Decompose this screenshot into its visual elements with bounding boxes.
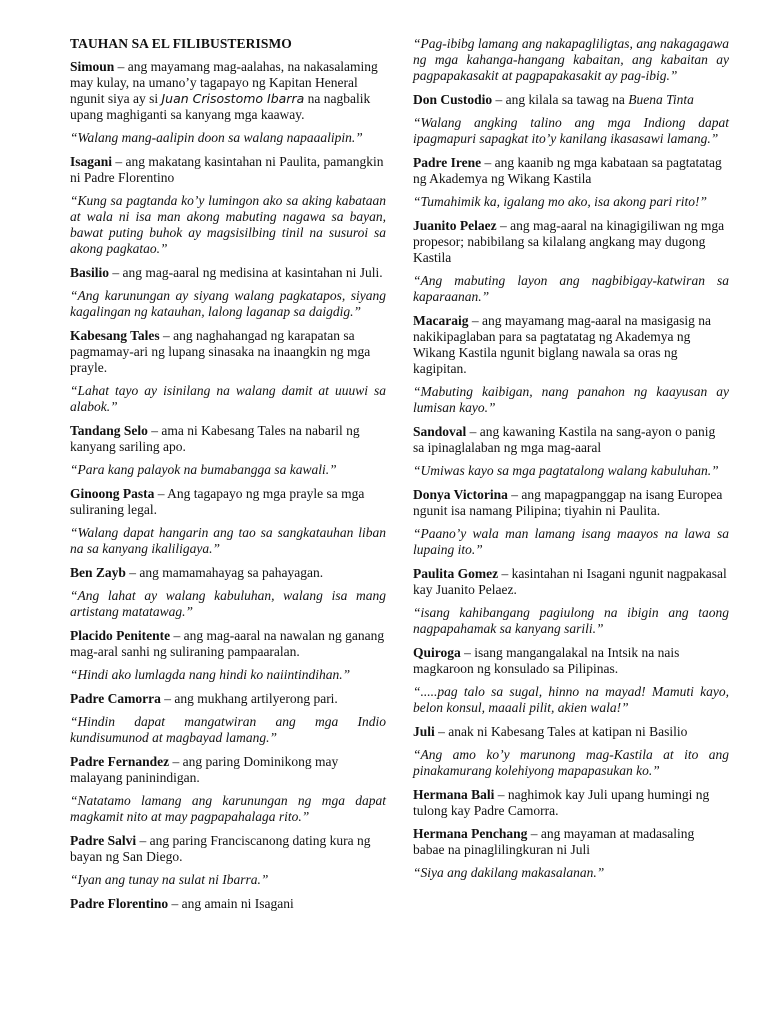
entry-separator: – <box>498 566 512 581</box>
entry-separator: – <box>492 92 506 107</box>
character-quote: “Lahat tayo ay isinilang na walang damit at uuuwi sa alabok.” <box>70 383 386 414</box>
character-name: Padre Fernandez <box>70 754 170 769</box>
character-quote: “Hindi ako lumlagda nang hindi ko naiintindihan.” <box>70 667 351 682</box>
character-description: ang makatang kasintahan ni Paulita, pamangkin ni Padre Florentino <box>70 154 384 185</box>
character-quote: “Walang dapat hangarin ang tao sa sangkatauhan liban na sa kanyang ikaliligaya.” <box>70 525 386 556</box>
left-entries <box>70 59 386 912</box>
character-entry <box>413 92 729 108</box>
entry-separator: – <box>136 833 150 848</box>
character-entry <box>70 423 386 455</box>
character-name: Ginoong Pasta <box>70 486 155 501</box>
character-quote: “Ang amo ko’y marunong mag-Kastila at ito ang pinakamurang kolehiyong mapapasukan ko.” <box>413 747 729 778</box>
character-name: Placido Penitente <box>70 628 171 643</box>
left-column <box>70 36 386 919</box>
entry-separator: – <box>168 896 182 911</box>
character-name: Ben Zayb <box>70 565 126 580</box>
character-name: Don Custodio <box>413 92 493 107</box>
character-entry <box>413 826 729 858</box>
character-quote: “Ang mabuting layon ang nagbibigay-katwiran sa kaparaanan.” <box>413 273 729 304</box>
character-quote: “Hindin dapat mangatwiran ang mga Indio kundisumunod at magbayad lamang.” <box>70 714 386 745</box>
character-name: Padre Salvi <box>70 833 137 848</box>
entry-separator: – <box>460 645 475 660</box>
character-entry <box>70 59 386 123</box>
character-description: ang naghahangad ng karapatan sa pagmamay-ari ng lupang sinasaka na inaangkin ng mga prayle. <box>70 328 371 375</box>
character-quote: “Mabuting kaibigan, nang panahon ng kaayusan ay lumisan kayo.” <box>413 384 729 415</box>
character-description: ama ni Kabesang Tales na nabaril ng kanyang sariling apo. <box>70 423 360 454</box>
character-quote: “Kung sa pagtanda ko’y lumingon ako sa aking kabataan at wala ni isa man akong mabuting nagawa sa bayan, bawat puting buhok ay magsisilbing tinil na susuroi sa akong pagkatao.” <box>70 193 386 256</box>
character-quote: “Iyan ang tunay na sulat ni Ibarra.” <box>70 872 269 887</box>
character-name: Quiroga <box>413 645 461 660</box>
character-description: ang kawaning Kastila na sang-ayon o panig sa ipinaglalaban ng mga mag-aaral <box>413 424 716 455</box>
entry-separator: – <box>507 487 522 502</box>
character-quote: “.....pag talo sa sugal, hinno na mayad! Mamuti kayo, belon konsul, maaali pilit, akien wala!” <box>413 684 729 715</box>
entry-separator: – <box>527 826 541 841</box>
character-description: ang mayaman at madasaling babae na pinaglilingkuran ni Juli <box>413 826 695 857</box>
character-quote: “Tumahimik ka, igalang mo ako, isa akong pari rito!” <box>413 194 708 209</box>
character-description: isang mangangalakal na Intsik na nais magkaroon ng konsulado sa Pilipinas. <box>413 645 680 676</box>
entry-separator: – <box>169 754 183 769</box>
character-quote: “Para kang palayok na bumabangga sa kawali.” <box>70 462 337 477</box>
character-entry <box>413 487 729 519</box>
character-entry <box>70 565 386 581</box>
character-name: Basilio <box>70 265 110 280</box>
character-entry <box>413 218 729 266</box>
character-description: ang mayamang mag-aalahas, na nakasalaming may kulay, na umano’y tagapayo ng Kapitan Heneral ngunit siya ay si <box>70 59 378 106</box>
entry-separator: – <box>154 486 168 501</box>
character-true-identity: Juan Crisostomo Ibarra <box>161 91 305 106</box>
character-name: Sandoval <box>413 424 467 439</box>
entry-separator: – <box>112 154 126 169</box>
character-entry <box>413 313 729 377</box>
character-quote: “Umiwas kayo sa mga pagtatalong walang kabuluhan.” <box>413 463 719 478</box>
character-description: ang kaanib ng mga kabataan sa pagtatatag ng Akademya ng Wikang Kastila <box>413 155 722 186</box>
character-entry <box>70 328 386 376</box>
character-entry <box>413 424 729 456</box>
character-entry <box>413 645 729 677</box>
character-description: ang amain ni Isagani <box>181 896 294 911</box>
character-name: Macaraig <box>413 313 469 328</box>
character-name: Paulita Gomez <box>413 566 499 581</box>
character-name: Juli <box>413 724 435 739</box>
entry-separator: – <box>147 423 162 438</box>
character-description: anak ni Kabesang Tales at katipan ni Basilio <box>448 724 688 739</box>
character-name: Hermana Penchang <box>413 826 528 841</box>
character-description: ang mukhang artilyerong pari. <box>174 691 338 706</box>
character-entry <box>413 566 729 598</box>
character-name: Hermana Bali <box>413 787 495 802</box>
entry-separator: – <box>494 787 508 802</box>
entry-separator: – <box>109 265 123 280</box>
entry-separator: – <box>468 313 482 328</box>
character-description-cont: na nagbalik upang maghiganti sa kanyang mga kaaway. <box>70 91 371 122</box>
character-name: Simoun <box>70 59 115 74</box>
right-column <box>413 36 729 889</box>
character-name: Padre Florentino <box>70 896 169 911</box>
entry-separator: – <box>159 328 174 343</box>
entry-separator: – <box>496 218 511 233</box>
entry-separator: – <box>114 59 128 74</box>
entry-separator: – <box>170 628 184 643</box>
character-description: ang mag-aaral ng medisina at kasintahan ni Juli. <box>122 265 383 280</box>
character-name: Juanito Pelaez <box>413 218 497 233</box>
character-entry <box>70 486 386 518</box>
character-name: Tandang Selo <box>70 423 148 438</box>
character-entry <box>70 265 386 281</box>
character-entry <box>70 896 386 912</box>
character-entry <box>413 155 729 187</box>
character-description: ang mapagpanggap na isang Europea ngunit isa namang Pilipina; tiyahin ni Paulita. <box>413 487 723 518</box>
character-name: Padre Irene <box>413 155 482 170</box>
character-description: naghimok kay Juli upang humingi ng tulong kay Padre Camorra. <box>413 787 710 818</box>
character-quote: “isang kahibangang pagiulong na ibigin ang taong nagpapahamak sa kanyang sarili.” <box>413 605 729 636</box>
character-description: Ang tagapayo ng mga prayle sa mga suliraning legal. <box>70 486 365 517</box>
entry-separator: – <box>481 155 495 170</box>
character-entry <box>70 691 386 707</box>
entry-separator: – <box>125 565 140 580</box>
character-name: Donya Victorina <box>413 487 508 502</box>
character-entry <box>70 628 386 660</box>
character-description: ang mamamahayag sa pahayagan. <box>139 565 324 580</box>
character-name: Padre Camorra <box>70 691 161 706</box>
character-entry <box>413 787 729 819</box>
character-quote: “Ang lahat ay walang kabuluhan, walang isa mang artistang matatawag.” <box>70 588 386 619</box>
character-entry <box>70 833 386 865</box>
character-description: ang mag-aaral na nawalan ng ganang mag-aral sanhi ng suliraning pampaaralan. <box>70 628 385 659</box>
character-entry <box>413 724 729 740</box>
character-description: ang paring Dominikong may malayang paninindigan. <box>70 754 339 785</box>
character-entry <box>70 154 386 186</box>
character-quote: “Walang angking talino ang mga Indiong dapat ipagmapuri sapagkat ito’y kanilang ikasasawi lamang.” <box>413 115 729 146</box>
character-description: ang mag-aaral na kinagigiliwan ng mga propesor; nabibilang sa kilalang angkang may dugong Kastila <box>413 218 725 265</box>
entry-separator: – <box>160 691 175 706</box>
character-description: ang kilala sa tawag na <box>505 92 629 107</box>
character-quote: “Pag-ibibg lamang ang nakapagliligtas, ang nakagagawa ng mga kahanga-hangang kabaitan, ang kabaitan ay pagpapakasakit at pagpapakasakit ay pag-ibig.” <box>413 36 729 83</box>
character-entry <box>70 754 386 786</box>
character-description: ang paring Franciscanong dating kura ng bayan ng San Diego. <box>70 833 371 864</box>
character-name: Isagani <box>70 154 113 169</box>
character-quote: “Walang mang-aalipin doon sa walang napaaalipin.” <box>70 130 363 145</box>
character-quote: “Paano’y wala man lamang isang maayos na lawa sa lupaing ito.” <box>413 526 729 557</box>
character-quote: “Natatamo lamang ang karunungan ng mga dapat magkamit nito at may pagpapahalaga rito.” <box>70 793 386 824</box>
entry-separator: – <box>434 724 449 739</box>
character-name: Kabesang Tales <box>70 328 160 343</box>
right-entries <box>413 36 729 881</box>
character-quote: “Siya ang dakilang makasalanan.” <box>413 865 605 880</box>
document-title: TAUHAN SA EL FILIBUSTERISMO <box>70 36 292 51</box>
character-description: kasintahan ni Isagani ngunit nagpakasal kay Juanito Pelaez. <box>413 566 727 597</box>
entry-separator: – <box>466 424 480 439</box>
character-quote: “Ang karunungan ay siyang walang pagkatapos, siyang kagalingan ng katauhan, lalong laganap sa daigdig.” <box>70 288 386 319</box>
character-alias: Buena Tinta <box>628 92 694 107</box>
character-description: ang mayamang mag-aaral na masigasig na nakikipaglaban para sa pagtatatag ng Akademya ng Wikang Kastila ngunit biglang nawala sa oras ng kagipitan. <box>413 313 712 376</box>
